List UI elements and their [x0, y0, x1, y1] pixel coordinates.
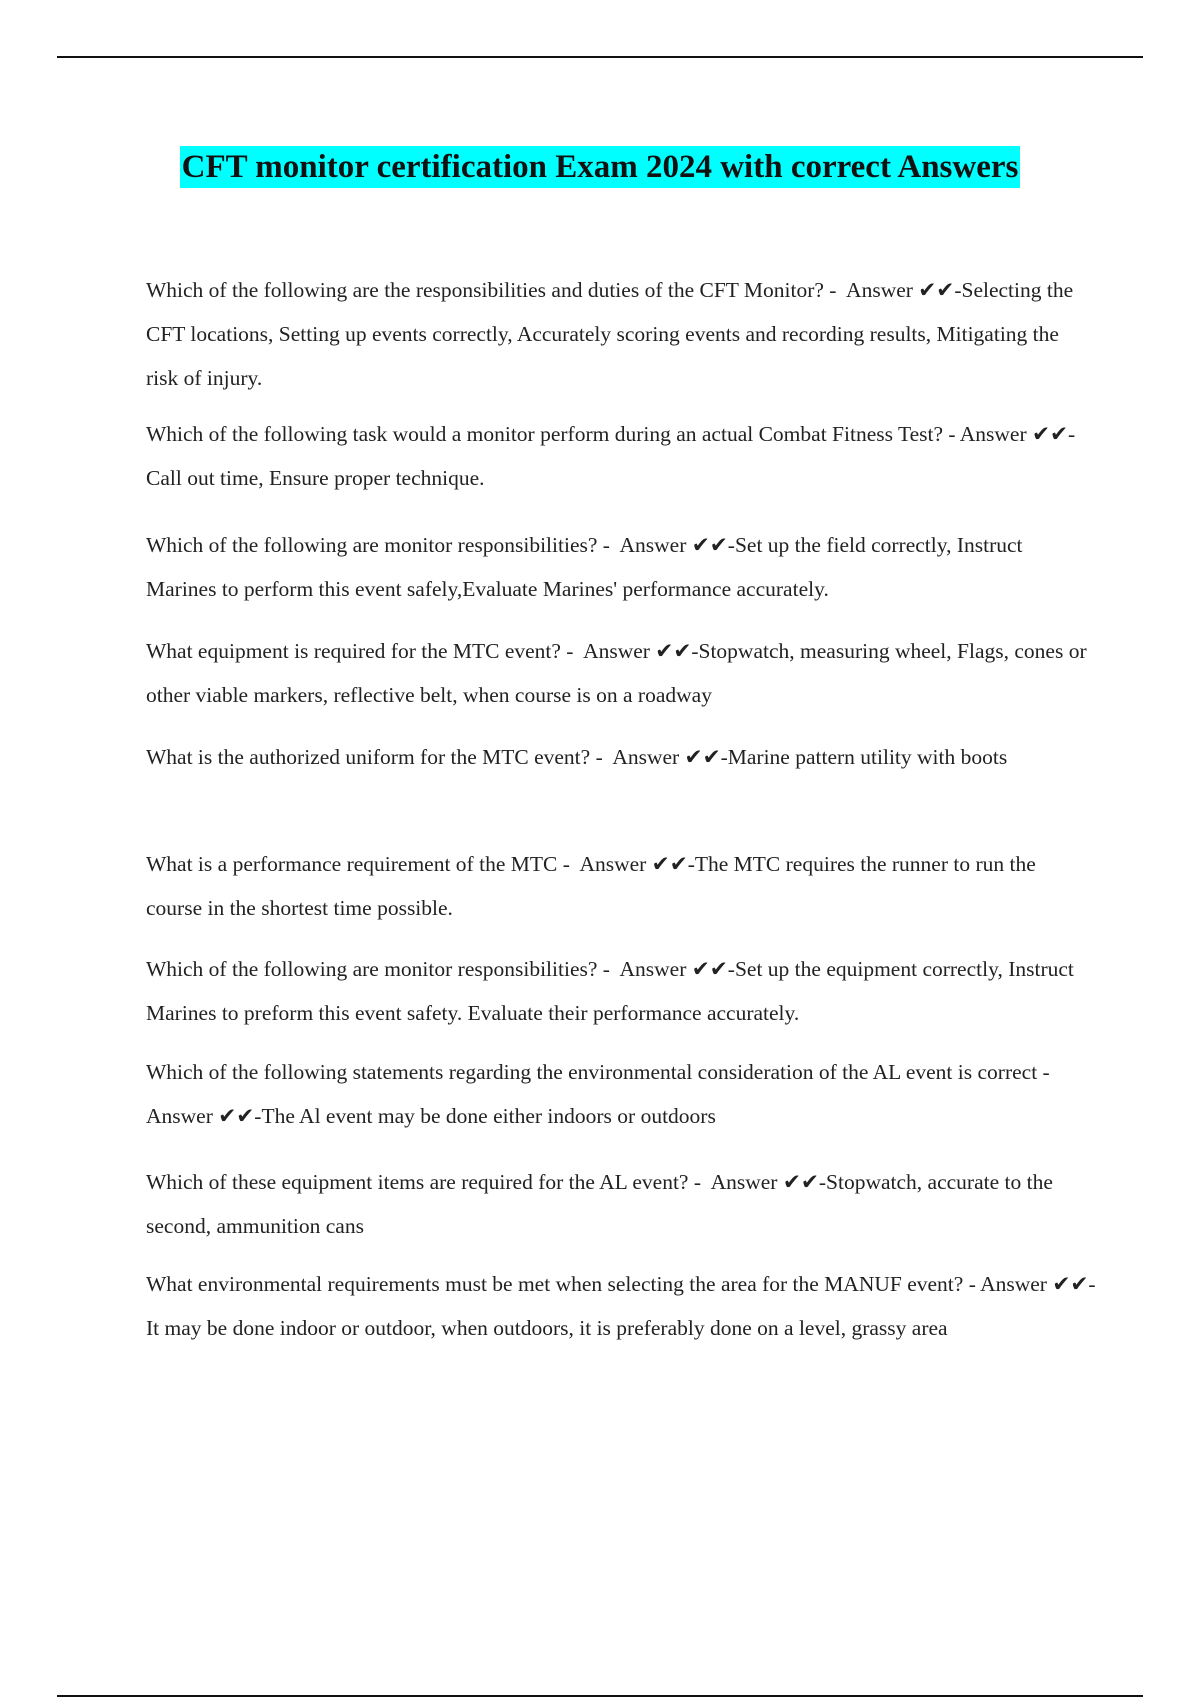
qa-item [146, 412, 1096, 500]
qa-item [146, 629, 1096, 717]
qa-list [146, 0, 1096, 1700]
answer-prefix: Answer ✔✔- [146, 1104, 262, 1128]
qa-item [146, 523, 1096, 611]
qa-item [146, 842, 1096, 930]
answer-prefix: Answer ✔✔- [959, 422, 1076, 446]
answer-prefix: Answer ✔✔- [619, 533, 735, 557]
answer-prefix: Answer ✔✔- [579, 852, 695, 876]
answer-prefix: Answer ✔✔- [612, 745, 728, 769]
answer-text: Set up the field correctly, Instruct Marines to perform this event safely,Evaluate Marines' performance accurately. [146, 533, 1023, 601]
answer-prefix: Answer ✔✔- [619, 957, 735, 981]
answer-text: The Al event may be done either indoors or outdoors [261, 1104, 716, 1128]
answer-text: Call out time, Ensure proper technique. [146, 466, 485, 490]
question-text: What is the authorized uniform for the MTC event? - [146, 745, 603, 769]
answer-text: It may be done indoor or outdoor, when outdoors, it is preferably done on a level, grassy area [146, 1316, 948, 1340]
question-text: What is a performance requirement of the MTC - [146, 852, 570, 876]
question-text: Which of the following statements regarding the environmental consideration of the AL event is correct - [146, 1060, 1050, 1084]
question-text: Which of the following are monitor responsibilities? - [146, 533, 610, 557]
qa-item [146, 1050, 1096, 1138]
answer-prefix: Answer ✔✔- [583, 639, 699, 663]
qa-item [146, 268, 1096, 400]
qa-item [146, 1160, 1096, 1248]
qa-item [146, 1262, 1096, 1350]
answer-prefix: Answer ✔✔- [710, 1170, 827, 1194]
question-text: Which of these equipment items are required for the AL event? - [146, 1170, 702, 1194]
question-text: What environmental requirements must be met when selecting the area for the MANUF event? - [146, 1272, 976, 1296]
answer-prefix: Answer ✔✔- [980, 1272, 1096, 1296]
question-text: Which of the following are monitor responsibilities? - [146, 957, 610, 981]
qa-item [146, 735, 1096, 779]
answer-text: Stopwatch, measuring wheel, Flags, cones or other viable markers, reflective belt, when course is on a roadway [146, 639, 1087, 707]
question-text: Which of the following are the responsibilities and duties of the CFT Monitor? - [146, 278, 837, 302]
answer-text: Set up the equipment correctly, Instruct Marines to preform this event safety. Evaluate their performance accurately. [146, 957, 1074, 1025]
answer-text: Selecting the CFT locations, Setting up events correctly, Accurately scoring events and recording results, Mitigating the risk of injury. [146, 278, 1074, 390]
page-title: CFT monitor certification Exam 2024 with correct Answers [180, 146, 1021, 188]
answer-text: Stopwatch, accurate to the second, ammunition cans [146, 1170, 1053, 1238]
qa-item [146, 947, 1096, 1035]
bottom-rule [57, 1695, 1143, 1697]
answer-prefix: Answer ✔✔- [846, 278, 962, 302]
answer-text: Marine pattern utility with boots [727, 745, 1008, 769]
question-text: What equipment is required for the MTC event? - [146, 639, 574, 663]
question-text: Which of the following task would a monitor perform during an actual Combat Fitness Test? - [146, 422, 956, 446]
answer-text: The MTC requires the runner to run the course in the shortest time possible. [146, 852, 1036, 920]
